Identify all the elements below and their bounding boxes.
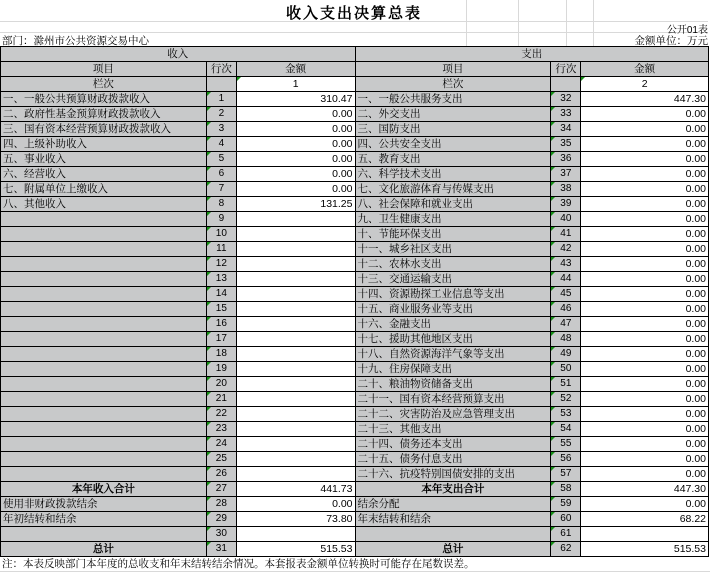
- expenditure-row-line-number[interactable]: 36: [551, 152, 581, 167]
- income-row-line-number[interactable]: 21: [206, 392, 236, 407]
- expenditure-table-row: [355, 542, 709, 557]
- income-row-amount[interactable]: 0.00: [236, 122, 355, 137]
- expenditure-row-amount[interactable]: [581, 527, 709, 542]
- expenditure-row-label[interactable]: 三、国防支出: [355, 122, 551, 137]
- income-section-header[interactable]: 收入: [1, 47, 356, 62]
- income-row-label[interactable]: 使用非财政拨款结余: [1, 497, 207, 512]
- income-row-line-number[interactable]: 2: [206, 107, 236, 122]
- expenditure-table-row: [355, 302, 709, 317]
- expenditure-row-label[interactable]: 二十一、国有资本经营预算支出: [355, 392, 551, 407]
- income-table-row: [1, 167, 356, 182]
- expenditure-table-row: [355, 407, 709, 422]
- income-row-line-number[interactable]: 4: [206, 137, 236, 152]
- expenditure-table-row: [355, 422, 709, 437]
- expenditure-row-amount[interactable]: 0.00: [581, 212, 709, 227]
- expenditure-table-row: [355, 272, 709, 287]
- expenditure-row-label[interactable]: 二十、粮油物资储备支出: [355, 377, 551, 392]
- income-row-label[interactable]: [1, 362, 207, 377]
- expenditure-row-label[interactable]: 九、卫生健康支出: [355, 212, 551, 227]
- income-section-row: [1, 47, 356, 62]
- income-row-label[interactable]: [1, 257, 207, 272]
- expenditure-row-amount[interactable]: 0.00: [581, 422, 709, 437]
- income-row-label[interactable]: 四、上级补助收入: [1, 137, 207, 152]
- income-rows: [1, 92, 356, 557]
- income-table-row: [1, 497, 356, 512]
- expenditure-row-label[interactable]: 七、文化旅游体育与传媒支出: [355, 182, 551, 197]
- income-table-row: [1, 212, 356, 227]
- income-row-line-number[interactable]: 27: [206, 482, 236, 497]
- income-lanci-row: [1, 77, 356, 92]
- income-table-row: [1, 287, 356, 302]
- expenditure-row-line-number[interactable]: 47: [551, 317, 581, 332]
- expenditure-row-label[interactable]: 二、外交支出: [355, 107, 551, 122]
- expenditure-row-line-number[interactable]: 38: [551, 182, 581, 197]
- income-row-line-number[interactable]: 6: [206, 167, 236, 182]
- expenditure-row-amount[interactable]: 515.53: [581, 542, 709, 557]
- expenditure-table-row: [355, 137, 709, 152]
- expenditure-table-row: [355, 437, 709, 452]
- income-table-row: [1, 407, 356, 422]
- expenditure-table-row: [355, 452, 709, 467]
- income-row-amount[interactable]: 0.00: [236, 182, 355, 197]
- expenditure-row-label[interactable]: 二十六、抗疫特别国债安排的支出: [355, 467, 551, 482]
- income-row-line-number[interactable]: 15: [206, 302, 236, 317]
- expenditure-col-item-header[interactable]: 项目: [355, 62, 551, 77]
- expenditure-row-label[interactable]: 十三、交通运输支出: [355, 272, 551, 287]
- expenditure-row-line-number[interactable]: 39: [551, 197, 581, 212]
- expenditure-lanci-label[interactable]: 栏次: [355, 77, 551, 92]
- expenditure-table-row: [355, 182, 709, 197]
- department-label: 部门：滁州市公共资源交易中心: [2, 35, 149, 47]
- income-row-line-number[interactable]: 30: [206, 527, 236, 542]
- expenditure-lanci-line-cell[interactable]: [551, 77, 581, 92]
- expenditure-row-amount[interactable]: 0.00: [581, 167, 709, 182]
- income-row-line-number[interactable]: 10: [206, 227, 236, 242]
- income-table-row: [1, 182, 356, 197]
- income-row-line-number[interactable]: 26: [206, 467, 236, 482]
- top-header: [0, 0, 712, 46]
- expenditure-table-row: [355, 497, 709, 512]
- expenditure-row-label[interactable]: 十七、援助其他地区支出: [355, 332, 551, 347]
- income-table-row: [1, 227, 356, 242]
- expenditure-row-line-number[interactable]: 52: [551, 392, 581, 407]
- income-row-line-number[interactable]: 20: [206, 377, 236, 392]
- expenditure-table-row: [355, 107, 709, 122]
- income-row-amount[interactable]: [236, 302, 355, 317]
- income-row-line-number[interactable]: 13: [206, 272, 236, 287]
- expenditure-row-amount[interactable]: 68.22: [581, 512, 709, 527]
- expenditure-row-amount[interactable]: 0.00: [581, 287, 709, 302]
- expenditure-table-row: [355, 197, 709, 212]
- expenditure-row-amount[interactable]: 0.00: [581, 137, 709, 152]
- income-row-line-number[interactable]: 24: [206, 437, 236, 452]
- expenditure-row-label[interactable]: 十六、金融支出: [355, 317, 551, 332]
- expenditure-row-line-number[interactable]: 53: [551, 407, 581, 422]
- income-row-amount[interactable]: [236, 287, 355, 302]
- income-row-label[interactable]: 六、经营收入: [1, 167, 207, 182]
- income-row-amount[interactable]: 515.53: [236, 542, 355, 557]
- expenditure-row-line-number[interactable]: 62: [551, 542, 581, 557]
- income-row-amount[interactable]: [236, 242, 355, 257]
- expenditure-table-row: [355, 467, 709, 482]
- report-title: 收入支出决算总表: [285, 5, 422, 22]
- expenditure-row-label[interactable]: [355, 527, 551, 542]
- income-row-amount[interactable]: [236, 362, 355, 377]
- income-row-label[interactable]: [1, 392, 207, 407]
- income-row-label[interactable]: 二、政府性基金预算财政拨款收入: [1, 107, 207, 122]
- income-lanci-line-cell[interactable]: [206, 77, 236, 92]
- income-column-header-row: [1, 62, 356, 77]
- income-row-amount[interactable]: 131.25: [236, 197, 355, 212]
- income-col-line-header[interactable]: 行次: [206, 62, 236, 77]
- income-row-label[interactable]: [1, 422, 207, 437]
- amount-unit-label: 金额单位：万元: [634, 35, 708, 47]
- income-row-label[interactable]: [1, 212, 207, 227]
- income-row-label[interactable]: 五、事业收入: [1, 152, 207, 167]
- expenditure-row-line-number[interactable]: 45: [551, 287, 581, 302]
- expenditure-table-row: [355, 167, 709, 182]
- income-row-line-number[interactable]: 23: [206, 422, 236, 437]
- expenditure-row-line-number[interactable]: 54: [551, 422, 581, 437]
- expenditure-row-line-number[interactable]: 44: [551, 272, 581, 287]
- income-row-amount[interactable]: [236, 377, 355, 392]
- income-row-line-number[interactable]: 29: [206, 512, 236, 527]
- income-table-row: [1, 527, 356, 542]
- expenditure-row-label[interactable]: 十九、住房保障支出: [355, 362, 551, 377]
- income-table-row: [1, 302, 356, 317]
- expenditure-row-label[interactable]: 五、教育支出: [355, 152, 551, 167]
- income-table-row: [1, 422, 356, 437]
- income-table-row: [1, 242, 356, 257]
- expenditure-row-amount[interactable]: 0.00: [581, 407, 709, 422]
- income-row-line-number[interactable]: 1: [206, 92, 236, 107]
- income-row-label[interactable]: 三、国有资本经营预算财政拨款收入: [1, 122, 207, 137]
- income-row-line-number[interactable]: 14: [206, 287, 236, 302]
- income-row-label[interactable]: [1, 452, 207, 467]
- expenditure-row-amount[interactable]: 0.00: [581, 362, 709, 377]
- expenditure-row-label[interactable]: 一、一般公共服务支出: [355, 92, 551, 107]
- income-table-row: [1, 467, 356, 482]
- expenditure-row-line-number[interactable]: 55: [551, 437, 581, 452]
- income-table-row: [1, 347, 356, 362]
- expenditure-table-row: [355, 482, 709, 497]
- expenditure-table-row: [355, 527, 709, 542]
- expenditure-table-row: [355, 152, 709, 167]
- expenditure-row-amount[interactable]: 0.00: [581, 317, 709, 332]
- expenditure-row-amount[interactable]: 0.00: [581, 347, 709, 362]
- income-row-amount[interactable]: [236, 392, 355, 407]
- expenditure-table-row: [355, 122, 709, 137]
- expenditure-row-amount[interactable]: 0.00: [581, 302, 709, 317]
- expenditure-row-line-number[interactable]: 57: [551, 467, 581, 482]
- expenditure-row-amount[interactable]: 0.00: [581, 197, 709, 212]
- expenditure-table-row: [355, 242, 709, 257]
- income-row-amount[interactable]: [236, 437, 355, 452]
- income-row-label[interactable]: 一、一般公共预算财政拨款收入: [1, 92, 207, 107]
- income-table-row: [1, 257, 356, 272]
- income-row-line-number[interactable]: 25: [206, 452, 236, 467]
- income-row-label[interactable]: 总计: [1, 542, 207, 557]
- income-row-amount[interactable]: [236, 527, 355, 542]
- expenditure-row-amount[interactable]: 0.00: [581, 242, 709, 257]
- expenditure-row-label[interactable]: 四、公共安全支出: [355, 137, 551, 152]
- expenditure-row-line-number[interactable]: 60: [551, 512, 581, 527]
- income-table-row: [1, 332, 356, 347]
- expenditure-row-line-number[interactable]: 42: [551, 242, 581, 257]
- income-row-label[interactable]: [1, 347, 207, 362]
- expenditure-row-label[interactable]: 总计: [355, 542, 551, 557]
- expenditure-row-amount[interactable]: 0.00: [581, 107, 709, 122]
- expenditure-row-amount[interactable]: 0.00: [581, 227, 709, 242]
- expenditure-row-amount[interactable]: 0.00: [581, 257, 709, 272]
- income-row-label[interactable]: 本年收入合计: [1, 482, 207, 497]
- income-table-row: [1, 392, 356, 407]
- income-row-line-number[interactable]: 12: [206, 257, 236, 272]
- income-row-amount[interactable]: 0.00: [236, 152, 355, 167]
- income-row-label[interactable]: [1, 242, 207, 257]
- expenditure-col-amount-header[interactable]: 金额: [581, 62, 709, 77]
- income-row-label[interactable]: [1, 287, 207, 302]
- form-code-label: 公开01表: [666, 25, 708, 36]
- income-row-amount[interactable]: [236, 347, 355, 362]
- income-row-amount[interactable]: [236, 422, 355, 437]
- income-row-label[interactable]: [1, 377, 207, 392]
- expenditure-row-amount[interactable]: 0.00: [581, 272, 709, 287]
- expenditure-section-row: [355, 47, 709, 62]
- expenditure-table-row: [355, 362, 709, 377]
- income-row-line-number[interactable]: 7: [206, 182, 236, 197]
- income-table-row: [1, 452, 356, 467]
- income-row-label[interactable]: [1, 467, 207, 482]
- expenditure-row-amount[interactable]: 0.00: [581, 332, 709, 347]
- income-table-row: [1, 317, 356, 332]
- expenditure-row-line-number[interactable]: 51: [551, 377, 581, 392]
- income-table: [0, 46, 356, 557]
- expenditure-table-row: [355, 287, 709, 302]
- expenditure-rows: [355, 92, 709, 557]
- income-row-line-number[interactable]: 22: [206, 407, 236, 422]
- income-table-row: [1, 437, 356, 452]
- income-table-row: [1, 137, 356, 152]
- income-table-row: [1, 92, 356, 107]
- income-table-row: [1, 197, 356, 212]
- income-row-label[interactable]: [1, 437, 207, 452]
- income-row-label[interactable]: [1, 272, 207, 287]
- expenditure-row-line-number[interactable]: 32: [551, 92, 581, 107]
- income-lanci-value[interactable]: 1: [236, 77, 355, 92]
- expenditure-row-line-number[interactable]: 56: [551, 452, 581, 467]
- expenditure-row-label[interactable]: 二十五、债务付息支出: [355, 452, 551, 467]
- income-row-amount[interactable]: [236, 467, 355, 482]
- income-row-label[interactable]: [1, 332, 207, 347]
- income-table-row: [1, 482, 356, 497]
- expenditure-table-row: [355, 347, 709, 362]
- income-row-label[interactable]: 七、附属单位上缴收入: [1, 182, 207, 197]
- expenditure-lanci-value[interactable]: 2: [581, 77, 709, 92]
- income-row-label[interactable]: 八、其他收入: [1, 197, 207, 212]
- income-row-amount[interactable]: [236, 332, 355, 347]
- expenditure-table-row: [355, 332, 709, 347]
- expenditure-row-line-number[interactable]: 41: [551, 227, 581, 242]
- expenditure-row-label[interactable]: 十八、自然资源海洋气象等支出: [355, 347, 551, 362]
- expenditure-row-line-number[interactable]: 50: [551, 362, 581, 377]
- expenditure-row-amount[interactable]: 447.30: [581, 482, 709, 497]
- expenditure-row-label[interactable]: 二十四、债务还本支出: [355, 437, 551, 452]
- income-row-amount[interactable]: [236, 317, 355, 332]
- income-row-line-number[interactable]: 31: [206, 542, 236, 557]
- income-row-line-number[interactable]: 11: [206, 242, 236, 257]
- income-row-amount[interactable]: [236, 212, 355, 227]
- expenditure-row-line-number[interactable]: 43: [551, 257, 581, 272]
- income-row-amount[interactable]: [236, 407, 355, 422]
- income-row-label[interactable]: [1, 527, 207, 542]
- expenditure-row-line-number[interactable]: 46: [551, 302, 581, 317]
- expenditure-row-label[interactable]: 二十二、灾害防治及应急管理支出: [355, 407, 551, 422]
- expenditure-column-header-row: [355, 62, 709, 77]
- expenditure-table-row: [355, 512, 709, 527]
- expenditure-row-line-number[interactable]: 58: [551, 482, 581, 497]
- income-table-row: [1, 377, 356, 392]
- income-lanci-label[interactable]: 栏次: [1, 77, 207, 92]
- income-row-amount[interactable]: 0.00: [236, 107, 355, 122]
- income-table-row: [1, 122, 356, 137]
- income-col-amount-header[interactable]: 金额: [236, 62, 355, 77]
- income-row-line-number[interactable]: 19: [206, 362, 236, 377]
- income-row-line-number[interactable]: 9: [206, 212, 236, 227]
- income-row-amount[interactable]: [236, 227, 355, 242]
- expenditure-col-line-header[interactable]: 行次: [551, 62, 581, 77]
- expenditure-row-line-number[interactable]: 33: [551, 107, 581, 122]
- expenditure-table-row: [355, 317, 709, 332]
- income-row-amount[interactable]: 441.73: [236, 482, 355, 497]
- expenditure-row-label[interactable]: 二十三、其他支出: [355, 422, 551, 437]
- income-row-amount[interactable]: [236, 452, 355, 467]
- expenditure-table-row: [355, 212, 709, 227]
- income-row-line-number[interactable]: 18: [206, 347, 236, 362]
- expenditure-table-row: [355, 227, 709, 242]
- income-row-line-number[interactable]: 3: [206, 122, 236, 137]
- expenditure-row-amount[interactable]: 0.00: [581, 452, 709, 467]
- income-table-row: [1, 542, 356, 557]
- expenditure-row-label[interactable]: 十一、城乡社区支出: [355, 242, 551, 257]
- expenditure-row-label[interactable]: 八、社会保障和就业支出: [355, 197, 551, 212]
- expenditure-row-amount[interactable]: 0.00: [581, 152, 709, 167]
- income-row-label[interactable]: [1, 407, 207, 422]
- income-col-item-header[interactable]: 项目: [1, 62, 207, 77]
- income-row-amount[interactable]: [236, 272, 355, 287]
- income-row-label[interactable]: [1, 302, 207, 317]
- expenditure-row-line-number[interactable]: 49: [551, 347, 581, 362]
- income-table-row: [1, 272, 356, 287]
- income-row-label[interactable]: 年初结转和结余: [1, 512, 207, 527]
- income-row-line-number[interactable]: 5: [206, 152, 236, 167]
- income-row-label[interactable]: [1, 227, 207, 242]
- expenditure-row-amount[interactable]: 0.00: [581, 467, 709, 482]
- expenditure-row-amount[interactable]: 0.00: [581, 392, 709, 407]
- expenditure-table-row: [355, 92, 709, 107]
- income-row-line-number[interactable]: 16: [206, 317, 236, 332]
- expenditure-lanci-row: [355, 77, 709, 92]
- income-table-row: [1, 152, 356, 167]
- income-row-amount[interactable]: 0.00: [236, 497, 355, 512]
- income-row-line-number[interactable]: 17: [206, 332, 236, 347]
- expenditure-row-amount[interactable]: 0.00: [581, 122, 709, 137]
- income-row-amount[interactable]: 73.80: [236, 512, 355, 527]
- expenditure-row-line-number[interactable]: 48: [551, 332, 581, 347]
- expenditure-row-amount[interactable]: 447.30: [581, 92, 709, 107]
- expenditure-row-line-number[interactable]: 35: [551, 137, 581, 152]
- expenditure-row-label[interactable]: 结余分配: [355, 497, 551, 512]
- income-row-amount[interactable]: 0.00: [236, 137, 355, 152]
- expenditure-row-amount[interactable]: 0.00: [581, 497, 709, 512]
- expenditure-row-label[interactable]: 十五、商业服务业等支出: [355, 302, 551, 317]
- expenditure-row-label[interactable]: 六、科学技术支出: [355, 167, 551, 182]
- expenditure-row-line-number[interactable]: 34: [551, 122, 581, 137]
- income-row-line-number[interactable]: 8: [206, 197, 236, 212]
- expenditure-row-label[interactable]: 年末结转和结余: [355, 512, 551, 527]
- expenditure-table-row: [355, 392, 709, 407]
- expenditure-row-amount[interactable]: 0.00: [581, 182, 709, 197]
- expenditure-row-line-number[interactable]: 37: [551, 167, 581, 182]
- expenditure-row-amount[interactable]: 0.00: [581, 377, 709, 392]
- income-row-amount[interactable]: [236, 257, 355, 272]
- income-table-row: [1, 107, 356, 122]
- expenditure-row-amount[interactable]: 0.00: [581, 437, 709, 452]
- expenditure-table-row: [355, 377, 709, 392]
- expenditure-row-label[interactable]: 十、节能环保支出: [355, 227, 551, 242]
- income-row-amount[interactable]: 0.00: [236, 167, 355, 182]
- expenditure-table: [355, 46, 710, 557]
- expenditure-row-label[interactable]: 十二、农林水支出: [355, 257, 551, 272]
- expenditure-row-line-number[interactable]: 61: [551, 527, 581, 542]
- expenditure-row-label[interactable]: 十四、资源勘探工业信息等支出: [355, 287, 551, 302]
- expenditure-row-label[interactable]: 本年支出合计: [355, 482, 551, 497]
- income-row-amount[interactable]: 310.47: [236, 92, 355, 107]
- expenditure-row-line-number[interactable]: 59: [551, 497, 581, 512]
- expenditure-row-line-number[interactable]: 40: [551, 212, 581, 227]
- expenditure-table-row: [355, 257, 709, 272]
- expenditure-section-header[interactable]: 支出: [355, 47, 709, 62]
- income-table-row: [1, 512, 356, 527]
- income-row-line-number[interactable]: 28: [206, 497, 236, 512]
- income-table-row: [1, 362, 356, 377]
- income-row-label[interactable]: [1, 317, 207, 332]
- main-table: [0, 46, 709, 557]
- footer-note: 注：本表反映部门本年度的总收支和年末结转结余情况。本套报表金额单位转换时可能存在尾数误差。: [0, 557, 710, 572]
